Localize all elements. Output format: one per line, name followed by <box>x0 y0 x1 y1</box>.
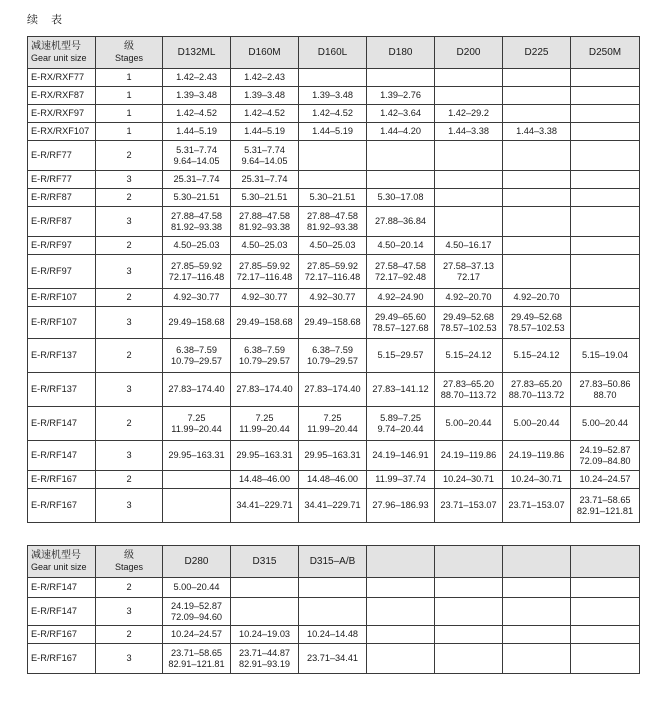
ratio-range-cell: 1.39–2.76 <box>367 87 435 105</box>
motor-header: D280 <box>163 546 231 578</box>
ratio-range-cell: 27.85–59.92 72.17–116.48 <box>299 255 367 289</box>
ratio-range-cell <box>571 289 640 307</box>
ratio-range-cell <box>571 171 640 189</box>
ratio-range-cell: 1.44–4.20 <box>367 123 435 141</box>
ratio-range-cell: 7.25 11.99–20.44 <box>299 407 367 441</box>
ratio-range-cell <box>163 489 231 523</box>
ratio-range-cell <box>435 644 503 674</box>
ratio-range-cell: 4.50–16.17 <box>435 237 503 255</box>
ratio-range-cell <box>299 171 367 189</box>
ratio-range-cell <box>435 207 503 237</box>
stages-cell: 1 <box>96 105 163 123</box>
ratio-range-cell: 27.83–65.20 88.70–113.72 <box>435 373 503 407</box>
ratio-range-cell: 5.30–21.51 <box>163 189 231 207</box>
stages-header <box>96 546 163 578</box>
ratio-range-cell <box>503 207 571 237</box>
stages-cell: 3 <box>96 489 163 523</box>
ratio-range-cell <box>571 69 640 87</box>
stages-cell: 2 <box>96 141 163 171</box>
motor-header: D225 <box>503 37 571 69</box>
stages-cell: 3 <box>96 598 163 626</box>
ratio-range-cell <box>571 307 640 339</box>
ratio-range-cell: 27.85–59.92 72.17–116.48 <box>231 255 299 289</box>
ratio-range-cell: 5.15–19.04 <box>571 339 640 373</box>
stages-cell: 3 <box>96 441 163 471</box>
ratio-range-cell <box>503 598 571 626</box>
ratio-range-cell: 34.41–229.71 <box>231 489 299 523</box>
gear-unit-size-cell: E-R/RF77 <box>28 171 96 189</box>
header-row <box>28 546 640 578</box>
motor-header: D160L <box>299 37 367 69</box>
ratio-range-cell: 5.15–24.12 <box>435 339 503 373</box>
table-row <box>28 105 640 123</box>
stages-cell: 2 <box>96 578 163 598</box>
ratio-range-cell: 1.44–3.38 <box>503 123 571 141</box>
ratio-range-cell <box>571 598 640 626</box>
stages-cell: 3 <box>96 255 163 289</box>
gear-unit-table-2 <box>27 545 640 674</box>
ratio-range-cell: 1.44–5.19 <box>299 123 367 141</box>
ratio-range-cell: 1.42–4.52 <box>163 105 231 123</box>
table-row <box>28 489 640 523</box>
ratio-range-cell: 4.50–25.03 <box>163 237 231 255</box>
ratio-range-cell: 5.00–20.44 <box>435 407 503 441</box>
ratio-range-cell: 7.25 11.99–20.44 <box>163 407 231 441</box>
ratio-range-cell: 29.49–158.68 <box>231 307 299 339</box>
ratio-range-cell <box>503 644 571 674</box>
table-row <box>28 626 640 644</box>
ratio-range-cell <box>503 237 571 255</box>
motor-header: D250M <box>571 37 640 69</box>
table-row <box>28 598 640 626</box>
stages-cell: 3 <box>96 644 163 674</box>
ratio-range-cell: 1.42–2.43 <box>163 69 231 87</box>
stages-header <box>96 37 163 69</box>
ratio-range-cell: 34.41–229.71 <box>299 489 367 523</box>
ratio-range-cell: 6.38–7.59 10.79–29.57 <box>231 339 299 373</box>
ratio-range-cell: 23.71–44.87 82.91–93.19 <box>231 644 299 674</box>
ratio-range-cell: 14.48–46.00 <box>231 471 299 489</box>
ratio-range-cell <box>503 105 571 123</box>
ratio-range-cell <box>231 598 299 626</box>
ratio-range-cell: 29.49–52.68 78.57–102.53 <box>435 307 503 339</box>
ratio-range-cell <box>503 255 571 289</box>
ratio-range-cell <box>435 87 503 105</box>
ratio-range-cell: 29.95–163.31 <box>299 441 367 471</box>
gear-unit-size-header-en: Gear unit size <box>31 53 87 63</box>
ratio-range-cell <box>503 626 571 644</box>
motor-header: D200 <box>435 37 503 69</box>
table-row <box>28 87 640 105</box>
ratio-range-cell <box>435 598 503 626</box>
ratio-range-cell: 23.71–58.65 82.91–121.81 <box>163 644 231 674</box>
ratio-range-cell: 7.25 11.99–20.44 <box>231 407 299 441</box>
ratio-range-cell: 27.88–47.58 81.92–93.38 <box>231 207 299 237</box>
stages-cell: 1 <box>96 69 163 87</box>
ratio-range-cell: 5.30–17.08 <box>367 189 435 207</box>
ratio-range-cell: 1.44–3.38 <box>435 123 503 141</box>
ratio-range-cell <box>435 141 503 171</box>
stages-cell: 3 <box>96 373 163 407</box>
stages-cell: 2 <box>96 189 163 207</box>
ratio-range-cell: 5.89–7.25 9.74–20.44 <box>367 407 435 441</box>
ratio-range-cell: 29.49–158.68 <box>163 307 231 339</box>
ratio-range-cell: 27.83–174.40 <box>231 373 299 407</box>
header-row <box>28 37 640 69</box>
table-row <box>28 255 640 289</box>
ratio-range-cell: 27.88–36.84 <box>367 207 435 237</box>
ratio-range-cell: 23.71–58.65 82.91–121.81 <box>571 489 640 523</box>
ratio-range-cell <box>571 644 640 674</box>
ratio-range-cell: 4.92–20.70 <box>503 289 571 307</box>
ratio-range-cell: 10.24–14.48 <box>299 626 367 644</box>
gear-unit-size-cell: E-R/RF167 <box>28 644 96 674</box>
stages-cell: 2 <box>96 626 163 644</box>
stages-cell: 2 <box>96 407 163 441</box>
ratio-range-cell: 5.31–7.74 9.64–14.05 <box>163 141 231 171</box>
stages-cell: 2 <box>96 339 163 373</box>
gear-unit-size-cell: E-RX/RXF87 <box>28 87 96 105</box>
stages-cell: 1 <box>96 87 163 105</box>
table-row <box>28 578 640 598</box>
ratio-range-cell: 1.39–3.48 <box>231 87 299 105</box>
gear-unit-size-cell: E-R/RF147 <box>28 598 96 626</box>
gear-unit-size-cell: E-R/RF97 <box>28 237 96 255</box>
ratio-range-cell <box>367 171 435 189</box>
ratio-range-cell: 29.49–52.68 78.57–102.53 <box>503 307 571 339</box>
ratio-range-cell <box>435 189 503 207</box>
gear-unit-size-cell: E-R/RF167 <box>28 471 96 489</box>
ratio-range-cell: 1.42–2.43 <box>231 69 299 87</box>
motor-header <box>571 546 640 578</box>
ratio-range-cell: 25.31–7.74 <box>163 171 231 189</box>
ratio-range-cell: 4.50–25.03 <box>231 237 299 255</box>
stages-cell: 2 <box>96 471 163 489</box>
ratio-range-cell: 4.50–20.14 <box>367 237 435 255</box>
ratio-range-cell: 4.92–30.77 <box>163 289 231 307</box>
ratio-range-cell: 27.85–59.92 72.17–116.48 <box>163 255 231 289</box>
ratio-range-cell <box>367 626 435 644</box>
stages-cell: 3 <box>96 207 163 237</box>
ratio-range-cell <box>367 578 435 598</box>
table-row <box>28 289 640 307</box>
ratio-range-cell <box>571 105 640 123</box>
gear-unit-size-header-cn: 减速机型号 <box>31 550 81 561</box>
ratio-range-cell: 10.24–24.57 <box>571 471 640 489</box>
ratio-range-cell: 27.58–37.13 72.17 <box>435 255 503 289</box>
stages-header-en: Stages <box>114 53 144 63</box>
ratio-range-cell <box>163 471 231 489</box>
stages-header-en: Stages <box>114 562 144 572</box>
motor-header <box>503 546 571 578</box>
ratio-range-cell: 23.71–34.41 <box>299 644 367 674</box>
gear-unit-size-cell: E-R/RF147 <box>28 441 96 471</box>
ratio-range-cell: 1.42–4.52 <box>299 105 367 123</box>
ratio-range-cell <box>571 87 640 105</box>
ratio-range-cell: 27.83–174.40 <box>163 373 231 407</box>
ratio-range-cell: 25.31–7.74 <box>231 171 299 189</box>
table-row <box>28 471 640 489</box>
gear-unit-size-cell: E-R/RF107 <box>28 307 96 339</box>
ratio-range-cell <box>299 578 367 598</box>
ratio-range-cell: 11.99–37.74 <box>367 471 435 489</box>
ratio-range-cell <box>571 123 640 141</box>
ratio-range-cell: 5.00–20.44 <box>571 407 640 441</box>
table-row <box>28 644 640 674</box>
ratio-range-cell <box>571 626 640 644</box>
gear-unit-size-header-cn: 减速机型号 <box>31 41 81 52</box>
motor-header: D132ML <box>163 37 231 69</box>
ratio-range-cell: 5.31–7.74 9.64–14.05 <box>231 141 299 171</box>
ratio-range-cell: 23.71–153.07 <box>435 489 503 523</box>
ratio-range-cell: 1.44–5.19 <box>231 123 299 141</box>
ratio-range-cell: 4.92–30.77 <box>231 289 299 307</box>
ratio-range-cell <box>435 626 503 644</box>
ratio-range-cell <box>299 141 367 171</box>
ratio-range-cell: 23.71–153.07 <box>503 489 571 523</box>
ratio-range-cell: 29.49–65.60 78.57–127.68 <box>367 307 435 339</box>
gear-unit-size-cell: E-RX/RXF97 <box>28 105 96 123</box>
motor-header: D315 <box>231 546 299 578</box>
gear-unit-size-cell: E-R/RF167 <box>28 489 96 523</box>
table-row <box>28 123 640 141</box>
ratio-range-cell: 6.38–7.59 10.79–29.57 <box>163 339 231 373</box>
ratio-range-cell: 5.15–24.12 <box>503 339 571 373</box>
ratio-range-cell: 29.49–158.68 <box>299 307 367 339</box>
ratio-range-cell: 5.30–21.51 <box>299 189 367 207</box>
gear-unit-size-cell: E-R/RF167 <box>28 626 96 644</box>
ratio-range-cell <box>367 644 435 674</box>
table-row <box>28 307 640 339</box>
ratio-range-cell <box>503 578 571 598</box>
ratio-range-cell: 5.30–21.51 <box>231 189 299 207</box>
ratio-range-cell <box>435 69 503 87</box>
stages-cell: 2 <box>96 237 163 255</box>
ratio-range-cell: 27.83–50.86 88.70 <box>571 373 640 407</box>
ratio-range-cell <box>503 171 571 189</box>
ratio-range-cell: 14.48–46.00 <box>299 471 367 489</box>
gear-unit-size-cell: E-R/RF107 <box>28 289 96 307</box>
table-row <box>28 189 640 207</box>
gear-unit-table-1 <box>27 36 640 523</box>
ratio-range-cell <box>503 69 571 87</box>
ratio-range-cell: 24.19–52.87 72.09–84.80 <box>571 441 640 471</box>
gear-unit-size-header <box>28 37 96 69</box>
stages-cell: 2 <box>96 289 163 307</box>
ratio-range-cell: 5.15–29.57 <box>367 339 435 373</box>
ratio-range-cell: 4.92–20.70 <box>435 289 503 307</box>
gear-unit-size-cell: E-RX/RXF107 <box>28 123 96 141</box>
table-row <box>28 141 640 171</box>
gear-unit-size-cell: E-R/RF147 <box>28 578 96 598</box>
ratio-range-cell: 10.24–24.57 <box>163 626 231 644</box>
ratio-range-cell <box>503 189 571 207</box>
table-row <box>28 207 640 237</box>
gear-unit-size-header-en: Gear unit size <box>31 562 87 572</box>
ratio-range-cell: 4.92–24.90 <box>367 289 435 307</box>
ratio-range-cell <box>571 207 640 237</box>
ratio-range-cell <box>299 69 367 87</box>
ratio-range-cell: 24.19–119.86 <box>503 441 571 471</box>
table-row <box>28 237 640 255</box>
gear-unit-size-cell: E-R/RF97 <box>28 255 96 289</box>
stages-cell: 1 <box>96 123 163 141</box>
ratio-range-cell: 24.19–146.91 <box>367 441 435 471</box>
ratio-range-cell <box>571 189 640 207</box>
motor-header: D315–A/B <box>299 546 367 578</box>
ratio-range-cell: 4.92–30.77 <box>299 289 367 307</box>
stages-cell: 3 <box>96 307 163 339</box>
gear-unit-size-cell: E-R/RF77 <box>28 141 96 171</box>
ratio-range-cell <box>435 578 503 598</box>
gear-unit-size-cell: E-R/RF87 <box>28 207 96 237</box>
gear-unit-size-cell: E-RX/RXF77 <box>28 69 96 87</box>
ratio-range-cell <box>503 141 571 171</box>
ratio-range-cell: 10.24–30.71 <box>503 471 571 489</box>
ratio-range-cell <box>571 255 640 289</box>
ratio-range-cell: 1.42–3.64 <box>367 105 435 123</box>
stages-header-cn: 级 <box>124 41 134 52</box>
ratio-range-cell <box>367 598 435 626</box>
ratio-range-cell: 1.42–4.52 <box>231 105 299 123</box>
ratio-range-cell: 27.83–65.20 88.70–113.72 <box>503 373 571 407</box>
ratio-range-cell: 27.88–47.58 81.92–93.38 <box>163 207 231 237</box>
motor-header <box>367 546 435 578</box>
ratio-range-cell: 10.24–19.03 <box>231 626 299 644</box>
ratio-range-cell: 24.19–52.87 72.09–94.60 <box>163 598 231 626</box>
table-row <box>28 69 640 87</box>
gear-unit-size-cell: E-R/RF137 <box>28 373 96 407</box>
continued-label: 续 表 <box>27 14 68 26</box>
ratio-range-cell: 1.39–3.48 <box>299 87 367 105</box>
ratio-range-cell <box>503 87 571 105</box>
ratio-range-cell: 29.95–163.31 <box>231 441 299 471</box>
table-row <box>28 171 640 189</box>
table-row <box>28 407 640 441</box>
ratio-range-cell <box>571 237 640 255</box>
table-row <box>28 441 640 471</box>
ratio-range-cell: 27.58–47.58 72.17–92.48 <box>367 255 435 289</box>
ratio-range-cell: 27.83–174.40 <box>299 373 367 407</box>
ratio-range-cell <box>299 598 367 626</box>
ratio-range-cell: 1.42–29.2 <box>435 105 503 123</box>
stages-header-cn: 级 <box>124 550 134 561</box>
ratio-range-cell: 4.50–25.03 <box>299 237 367 255</box>
ratio-range-cell <box>367 141 435 171</box>
ratio-range-cell: 10.24–30.71 <box>435 471 503 489</box>
ratio-range-cell <box>571 578 640 598</box>
ratio-range-cell: 1.39–3.48 <box>163 87 231 105</box>
ratio-range-cell: 29.95–163.31 <box>163 441 231 471</box>
ratio-range-cell: 24.19–119.86 <box>435 441 503 471</box>
ratio-range-cell <box>231 578 299 598</box>
ratio-range-cell: 27.96–186.93 <box>367 489 435 523</box>
gear-unit-size-cell: E-R/RF137 <box>28 339 96 373</box>
ratio-range-cell: 5.00–20.44 <box>503 407 571 441</box>
ratio-range-cell: 6.38–7.59 10.79–29.57 <box>299 339 367 373</box>
motor-header: D160M <box>231 37 299 69</box>
motor-header: D180 <box>367 37 435 69</box>
ratio-range-cell <box>367 69 435 87</box>
ratio-range-cell: 5.00–20.44 <box>163 578 231 598</box>
stages-cell: 3 <box>96 171 163 189</box>
ratio-range-cell: 27.83–141.12 <box>367 373 435 407</box>
gear-unit-size-cell: E-R/RF87 <box>28 189 96 207</box>
ratio-range-cell <box>571 141 640 171</box>
ratio-range-cell: 27.88–47.58 81.92–93.38 <box>299 207 367 237</box>
table-row <box>28 339 640 373</box>
gear-unit-size-header <box>28 546 96 578</box>
ratio-range-cell <box>435 171 503 189</box>
motor-header <box>435 546 503 578</box>
gear-unit-size-cell: E-R/RF147 <box>28 407 96 441</box>
table-row <box>28 373 640 407</box>
ratio-range-cell: 1.44–5.19 <box>163 123 231 141</box>
